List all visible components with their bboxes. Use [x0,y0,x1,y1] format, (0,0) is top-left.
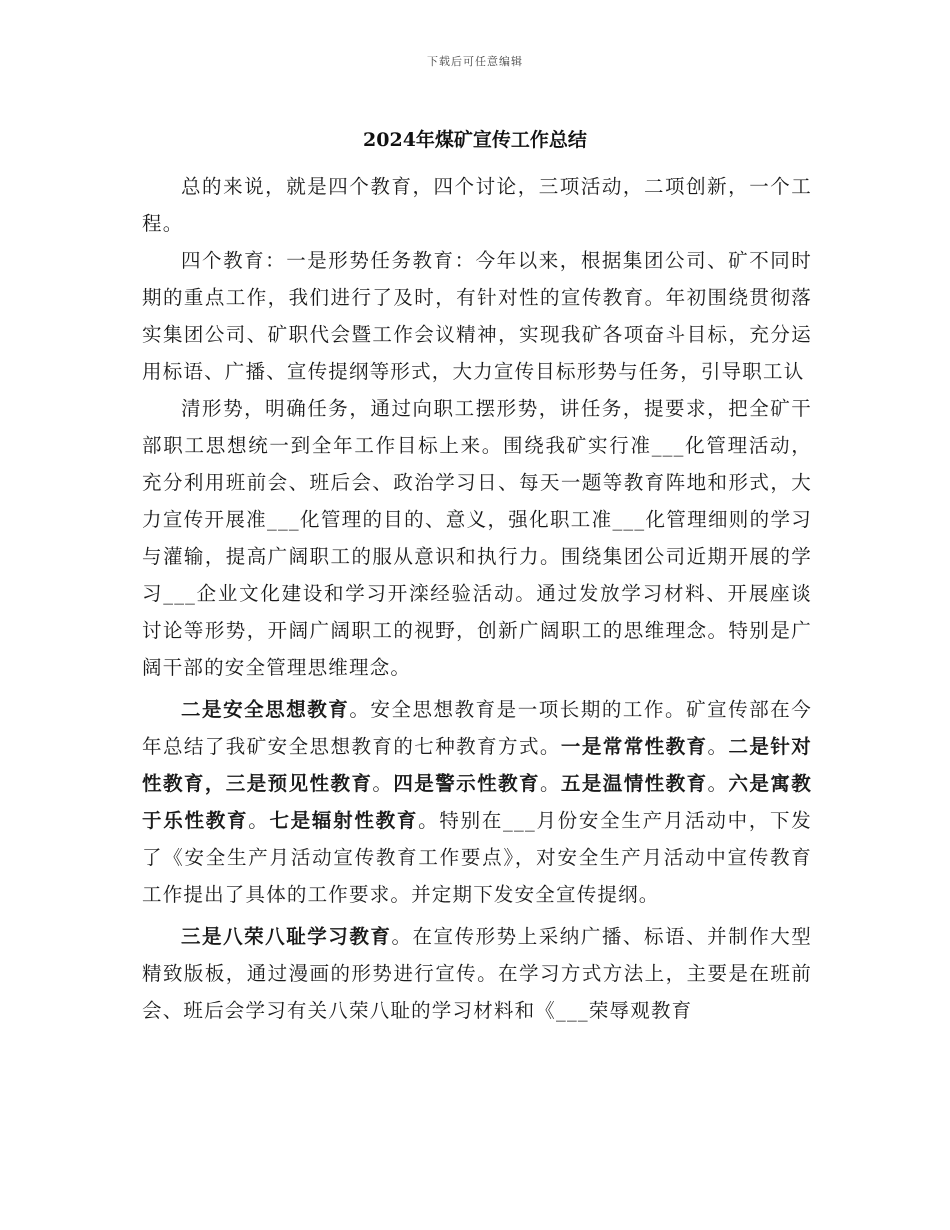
text-span: 。在宣传形势上采纳广播、标语、并制作大型精致版板，通过漫画的形势进行宣传。在学习方式方法上，主要是在班前会、班后会学习有关八荣八耻的学习材料和《___荣辱观教育 [142,925,812,1022]
text-span: 。 [248,809,270,832]
bold-heading-honor: 三是八荣八耻学习教育 [181,925,392,948]
document-body [142,168,812,1029]
text-span: 。安全思想教育是一项长期的工作。矿宣传部在今年总结了我矿安全思想教育的七种教育方式。 [142,698,812,758]
paragraph-safety-education [142,691,812,913]
text-span: 。 [707,735,729,758]
text-span: 。 [707,772,729,795]
text-span: 。 [372,772,394,795]
bold-method-4: 四是警示性教育 [393,772,540,795]
bold-method-1: 一是常常性教育 [560,735,708,758]
bold-method-2-3: 二是针对性教育，三是预见性教育 [142,735,812,795]
text-span: 。 [539,772,561,795]
text-span: 。特别在___月份安全生产月活动中，下发了《安全生产月活动宣传教育工作要点》，对安全生产月活动中宣传教育工作提出了具体的工作要求。并定期下发安全宣传提纲。 [142,809,812,906]
paragraph-honor-disgrace-education [142,918,812,1029]
bold-method-7: 七是辐射性教育 [269,809,419,832]
paragraph-summary: 总的来说，就是四个教育，四个讨论，三项活动，二项创新，一个工程。 [142,175,812,235]
bold-method-6: 六是寓教于乐性教育 [142,772,813,832]
paragraph-four-educations: 四个教育：一是形势任务教育：今年以来，根据集团公司、矿不同时期的重点工作，我们进行了及时，有针对性的宣传教育。年初围绕贯彻落实集团公司、矿职代会暨工作会议精神，实现我矿各项奋斗目标，充分运用标语、广播、宣传提纲等形式，大力宣传目标形势与任务，引导职工认 [142,249,812,383]
bold-method-5: 五是温情性教育 [560,772,708,795]
bold-heading-safety: 二是安全思想教育 [181,698,350,721]
page-header-note: 下载后可任意编辑 [427,55,523,68]
document-title: 2024年煤矿宣传工作总结 [363,129,587,151]
paragraph-situation-tasks: 清形势，明确任务，通过向职工摆形势，讲任务，提要求，把全矿干部职工思想统一到全年工作目标上来。围绕我矿实行准___化管理活动，充分利用班前会、班后会、政治学习日、每天一题等教育阵地和形式，大力宣传开展准___化管理的目的、意义，强化职工准___化管理细则的学习与灌输，提高广阔职工的服从意识和执行力。围绕集团公司近期开展的学习___企业文化建设和学习开滦经验活动。通过发放学习材料、开展座谈讨论等形势，开阔广阔职工的视野，创新广阔职工的思维理念。特别是广阔干部的安全管理思维理念。 [142,397,812,679]
